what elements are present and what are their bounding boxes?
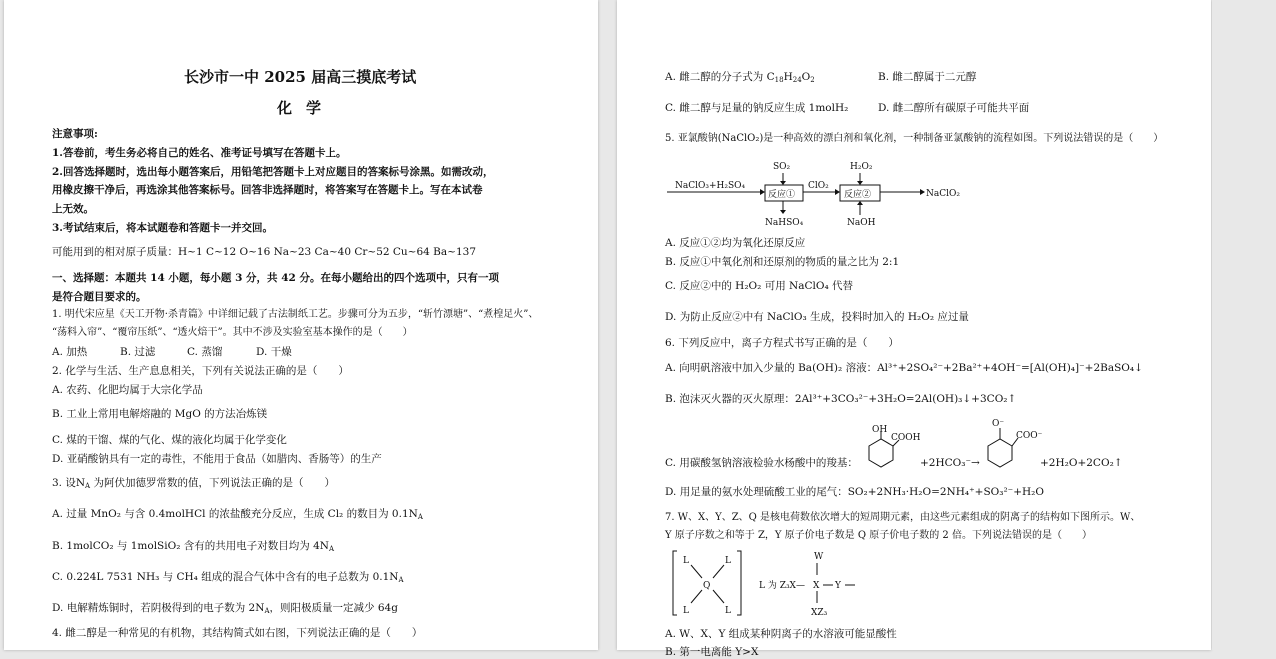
viewer-background — [1212, 0, 1276, 650]
atom-xz3: XZ₃ — [811, 608, 828, 618]
question-1-stem: 1. 明代宋应星《天工开物·杀青篇》中详细记载了古法制纸工艺。步骤可分为五步，“斩竹漂塘”、“煮楻足火”、 — [52, 309, 539, 320]
benzene-ring — [869, 439, 893, 467]
question-2-stem: 2. 化学与生活、生产息息相关，下列有关说法正确的是（ ） — [52, 365, 349, 377]
option-c-text: C. 用碳酸氢钠溶液检验水杨酸中的羧基： — [665, 457, 858, 469]
bracket-right — [737, 551, 741, 615]
oh-label: OH — [872, 425, 888, 435]
option: A. 农药、化肥均属于大宗化学品 — [52, 384, 203, 396]
text: 3. 设N — [52, 477, 86, 489]
question-3-stem — [52, 476, 335, 493]
text: ，则阳极质量一定减少 64g — [269, 602, 398, 614]
text: A. 过量 MnO₂ 与含 0.4molHCl 的浓盐酸充分反应，生成 Cl₂ 的数目为 0.1N — [52, 508, 418, 520]
option: C. 煤的干馏、煤的气化、煤的液化均属于化学变化 — [52, 434, 287, 446]
option — [52, 570, 404, 587]
reaction-1-label: 反应① — [768, 190, 796, 200]
text: A. 雌二醇的分子式为 C — [665, 71, 775, 83]
anion-structure — [669, 545, 869, 620]
atom-x: X — [813, 581, 820, 591]
option — [52, 601, 398, 618]
page-left — [4, 0, 598, 650]
notice-line: 用橡皮擦干净后，再选涂其他答案标号。回答非选择题时，将答案写在答题卡上。写在本试卷 — [52, 184, 483, 196]
question-7-stem: Y 原子序数之和等于 Z，Y 原子价电子数是 Q 原子价电子数的 2 倍。下列说法错误的是（ ） — [665, 530, 1092, 541]
ligand-description: L 为 Z₃X— — [759, 581, 805, 591]
flow-nahso4: NaHSO₄ — [765, 218, 804, 228]
option: D. 用足量的氨水处理硫酸工业的尾气：SO₂+2NH₃·H₂O=2NH₄⁺+SO₃²⁻+H₂O — [665, 486, 1044, 498]
page-right — [617, 0, 1211, 658]
subscript: 2 — [810, 76, 815, 84]
question-1-stem: “荡料入帘”、“覆帘压纸”、“透火焙干”。其中不涉及实验室基本操作的是（ ） — [52, 327, 413, 338]
notice-heading: 注意事项: — [52, 128, 98, 140]
question-4-stem: 4. 雌二醇是一种常见的有机物，其结构简式如右图，下列说法正确的是（ ） — [52, 627, 423, 639]
subscript: A — [417, 513, 423, 521]
cooh-label: COOH — [891, 433, 921, 443]
atom-l: L — [725, 556, 731, 566]
option — [665, 70, 815, 87]
flow-diagram — [665, 155, 975, 233]
option: B. 过滤 — [120, 346, 156, 358]
exam-title: 长沙市一中 2025 届高三摸底考试 — [184, 68, 417, 86]
option-c-mid: +2HCO₃⁻→ — [920, 457, 980, 469]
salicylic-acid-structure — [855, 420, 920, 472]
coo-minus-label: COO⁻ — [1016, 431, 1043, 441]
benzene-ring — [988, 439, 1012, 467]
option: C. 反应②中的 H₂O₂ 可用 NaClO₄ 代替 — [665, 280, 854, 292]
bond — [713, 565, 724, 578]
flow-arrowhead — [780, 210, 786, 214]
subscript: A — [328, 545, 335, 553]
exam-subject: 化学 — [277, 99, 336, 117]
option: A. 加热 — [52, 346, 88, 358]
subscript: A — [398, 576, 404, 584]
flow-h2o2: H₂O₂ — [850, 162, 873, 172]
salicylate-structure — [974, 414, 1044, 472]
subscript: 24 — [792, 76, 802, 84]
option: D. 干燥 — [256, 346, 292, 358]
atom-l: L — [683, 606, 689, 616]
flow-naoh: NaOH — [847, 218, 876, 228]
option: D. 亚硝酸钠具有一定的毒性，不能用于食品（如腊肉、香肠等）的生产 — [52, 453, 382, 465]
notice-line: 2.回答选择题时，选出每小题答案后，用铅笔把答题卡上对应题目的答案标号涂黑。如需改动， — [52, 166, 494, 178]
subscript: A — [264, 607, 270, 615]
option: B. 工业上常用电解熔融的 MgO 的方法冶炼镁 — [52, 408, 268, 420]
flow-arrowhead — [857, 181, 863, 185]
atom-l: L — [683, 556, 689, 566]
flow-so2: SO₂ — [773, 162, 791, 172]
notice-line: 上无效。 — [52, 203, 94, 215]
subscript: 18 — [774, 76, 784, 84]
section-heading: 是符合题目要求的。 — [52, 291, 147, 303]
o-minus-label: O⁻ — [992, 419, 1005, 429]
option: A. W、X、Y 组成某种阴离子的水溶液可能显酸性 — [665, 628, 897, 640]
option — [52, 539, 334, 556]
subscript: A — [85, 482, 91, 490]
question-7-stem: 7. W、X、Y、Z、Q 是核电荷数依次增大的短周期元素，由这些元素组成的阴离子的结构如下图所示。W、 — [665, 512, 1141, 523]
atom-q: Q — [703, 581, 711, 591]
text: O — [801, 71, 811, 83]
option — [52, 507, 423, 524]
option: B. 泡沫灭火器的灭火原理：2Al³⁺+3CO₃²⁻+3H₂O=2Al(OH)₃↓+3CO₂↑ — [665, 393, 1017, 405]
flow-arrowhead — [857, 201, 863, 205]
atomic-mass-line: 可能用到的相对原子质量：H~1 C~12 O~16 Na~23 Ca~40 Cr~52 Cu~64 Ba~137 — [52, 246, 476, 258]
option: D. 为防止反应②中有 NaClO₃ 生成，投料时加入的 H₂O₂ 应过量 — [665, 311, 969, 323]
flow-output: NaClO₂ — [926, 189, 960, 199]
option: A. 向明矾溶液中加入少量的 Ba(OH)₂ 溶液：Al³⁺+2SO₄²⁻+2Ba²⁺+4OH⁻=[Al(OH)₄]⁻+2BaSO₄↓ — [665, 362, 1143, 374]
bond — [691, 565, 702, 578]
flow-arrowhead — [760, 189, 765, 195]
text: 为阿伏加德罗常数的值，下列说法正确的是（ ） — [93, 477, 335, 489]
atom-l: L — [725, 606, 731, 616]
option: D. 雌二醇所有碳原子可能共平面 — [878, 102, 1030, 114]
option: A. 反应①②均为氧化还原反应 — [665, 237, 806, 249]
text: C. 0.224L 7531 NH₃ 与 CH₄ 组成的混合气体中含有的电子总数为 0.1N — [52, 571, 399, 583]
flow-arrowhead — [780, 181, 786, 185]
atom-y: Y — [835, 581, 841, 591]
option: C. 蒸馏 — [187, 346, 223, 358]
option: C. 雌二醇与足量的钠反应生成 1molH₂ — [665, 102, 849, 114]
atom-w: W — [814, 552, 824, 562]
bracket-left — [673, 551, 677, 615]
notice-line: 3.考试结束后，将本试题卷和答题卡一并交回。 — [52, 222, 273, 234]
option: B. 雌二醇属于二元醇 — [878, 71, 977, 83]
option-c-post: +2H₂O+2CO₂↑ — [1040, 457, 1123, 469]
flow-arrowhead — [835, 189, 840, 195]
flow-clo2: ClO₂ — [808, 181, 829, 191]
text: B. 1molCO₂ 与 1molSiO₂ 含有的共用电子对数目均为 4N — [52, 540, 329, 552]
question-6-stem: 6. 下列反应中，离子方程式书写正确的是（ ） — [665, 337, 899, 349]
flow-arrowhead — [920, 189, 925, 195]
option: B. 第一电离能 Y>X — [665, 646, 759, 658]
reaction-2-label: 反应② — [844, 190, 872, 200]
bond — [691, 590, 702, 603]
text: H — [783, 71, 793, 83]
flow-input: NaClO₃+H₂SO₄ — [675, 181, 746, 191]
section-heading: 一、选择题：本题共 14 小题，每小题 3 分，共 42 分。在每小题给出的四个选项中，只有一项 — [52, 272, 499, 284]
text: D. 电解精炼铜时，若阴极得到的电子数为 2N — [52, 602, 265, 614]
option: B. 反应①中氧化剂和还原剂的物质的量之比为 2:1 — [665, 256, 900, 268]
notice-line: 1.答卷前，考生务必将自己的姓名、准考证号填写在答题卡上。 — [52, 147, 347, 159]
bond — [713, 590, 724, 603]
question-5-stem: 5. 亚氯酸钠(NaClO₂)是一种高效的漂白剂和氧化剂，一种制备亚氯酸钠的流程如图。下列说法错误的是（ ） — [665, 133, 1164, 144]
